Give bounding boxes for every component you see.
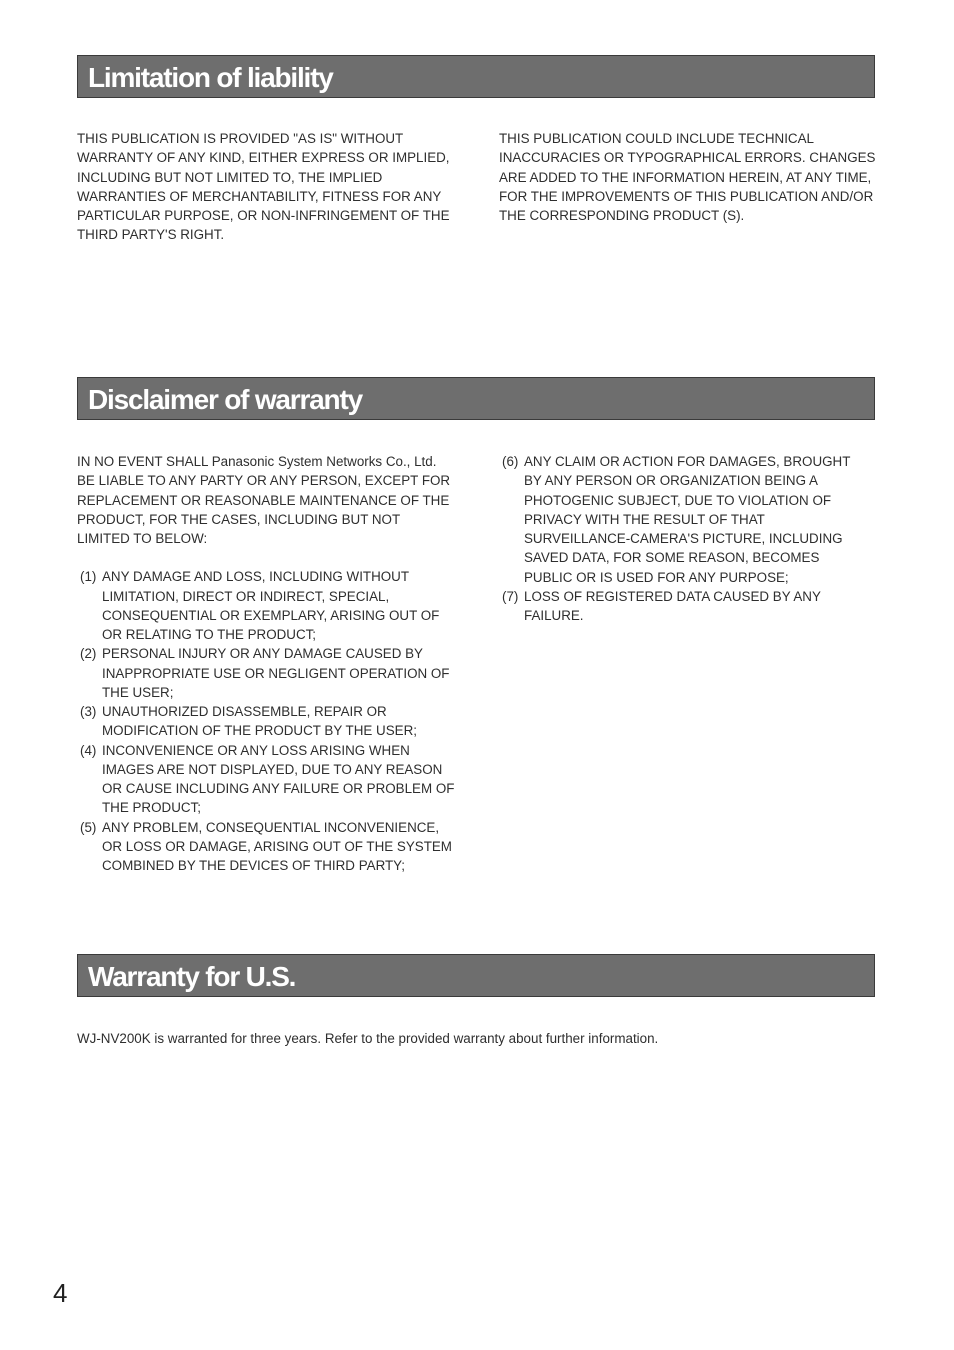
disclaimer-right-column	[499, 452, 863, 625]
list-item	[499, 452, 863, 587]
warranty-column	[77, 1029, 875, 1048]
liability-right-paragraph: THIS PUBLICATION COULD INCLUDE TECHNICAL INACCURACIES OR TYPOGRAPHICAL ERRORS. CHANGES ARE ADDED TO THE INFORMATION HEREIN, AT ANY TIME, FOR THE IMPROVEMENTS OF THIS PUBLICATION AND/OR THE CORRESPONDING PRODUCT (S).	[499, 131, 876, 223]
list-item	[77, 644, 455, 702]
page-number: 4	[53, 1278, 68, 1308]
section-header-disclaimer	[77, 377, 875, 420]
section-title-disclaimer: Disclaimer of warranty	[88, 384, 362, 415]
list-item-text: UNAUTHORIZED DISASSEMBLE, REPAIR OR MODIFICATION OF THE PRODUCT BY THE USER;	[102, 704, 417, 739]
disclaimer-list-left	[77, 567, 455, 875]
list-item-number: (6)	[502, 454, 519, 469]
list-item-number: (1)	[80, 569, 97, 585]
list-item-text: PERSONAL INJURY OR ANY DAMAGE CAUSED BY INAPPROPRIATE USE OR NEGLIGENT OPERATION OF THE USER;	[102, 646, 450, 700]
list-item	[77, 702, 455, 741]
list-item	[77, 741, 455, 818]
liability-right-column	[499, 129, 879, 225]
list-item-text: ANY PROBLEM, CONSEQUENTIAL INCONVENIENCE, OR LOSS OR DAMAGE, ARISING OUT OF THE SYSTEM COMBINED BY THE DEVICES OF THIRD PARTY;	[102, 819, 452, 873]
liability-left-paragraph: THIS PUBLICATION IS PROVIDED "AS IS" WITHOUT WARRANTY OF ANY KIND, EITHER EXPRESS OR IMPLIED, INCLUDING BUT NOT LIMITED TO, THE IMPLIED WARRANTIES OF MERCHANTABILITY, FITNESS FOR ANY PARTICULAR PURPOSE, OR NON-INFRINGEMENT OF THE THIRD PARTY'S RIGHT.	[77, 131, 450, 243]
list-item-text: INCONVENIENCE OR ANY LOSS ARISING WHEN IMAGES ARE NOT DISPLAYED, DUE TO ANY REASON OR CAUSE INCLUDING ANY FAILURE OR PROBLEM OF THE PRODUCT;	[102, 742, 455, 816]
list-item-text: ANY CLAIM OR ACTION FOR DAMAGES, BROUGHT BY ANY PERSON OR ORGANIZATION BEING A PHOTOGENIC SUBJECT, DUE TO VIOLATION OF PRIVACY WITH THE RESULT OF THAT SURVEILLANCE-CAMERA'S PICTURE, INCLUDING SAVED DATA, FOR SOME REASON, BECOMES PUBLIC OR IS USED FOR ANY PURPOSE;	[524, 454, 851, 585]
list-item	[77, 818, 455, 876]
warranty-paragraph: WJ-NV200K is warranted for three years. Refer to the provided warranty about further information.	[77, 1031, 659, 1046]
disclaimer-intro: IN NO EVENT SHALL Panasonic System Networks Co., Ltd. BE LIABLE TO ANY PARTY OR ANY PERSON, EXCEPT FOR REPLACEMENT OR REASONABLE MAINTENANCE OF THE PRODUCT, FOR THE CASES, INCLUDING BUT NOT LIMITED TO BELOW:	[77, 454, 451, 546]
list-item	[499, 587, 863, 626]
list-item-text: LOSS OF REGISTERED DATA CAUSED BY ANY FAILURE.	[524, 588, 821, 623]
list-item-number: (7)	[502, 588, 519, 604]
liability-left-column	[77, 129, 459, 245]
section-title-liability: Limitation of liability	[88, 62, 333, 93]
list-item-number: (2)	[80, 646, 97, 662]
section-header-warranty	[77, 954, 875, 997]
section-title-warranty: Warranty for U.S.	[88, 961, 296, 992]
list-item-number: (5)	[80, 819, 97, 835]
list-item-number: (3)	[80, 704, 97, 719]
list-item-number: (4)	[80, 742, 97, 758]
disclaimer-left-column	[77, 452, 455, 875]
list-item-text: ANY DAMAGE AND LOSS, INCLUDING WITHOUT LIMITATION, DIRECT OR INDIRECT, SPECIAL, CONSEQUENTIAL OR EXEMPLARY, ARISING OUT OF OR RELATING TO THE PRODUCT;	[102, 569, 440, 642]
list-item	[77, 567, 455, 644]
section-header-liability	[77, 55, 875, 98]
